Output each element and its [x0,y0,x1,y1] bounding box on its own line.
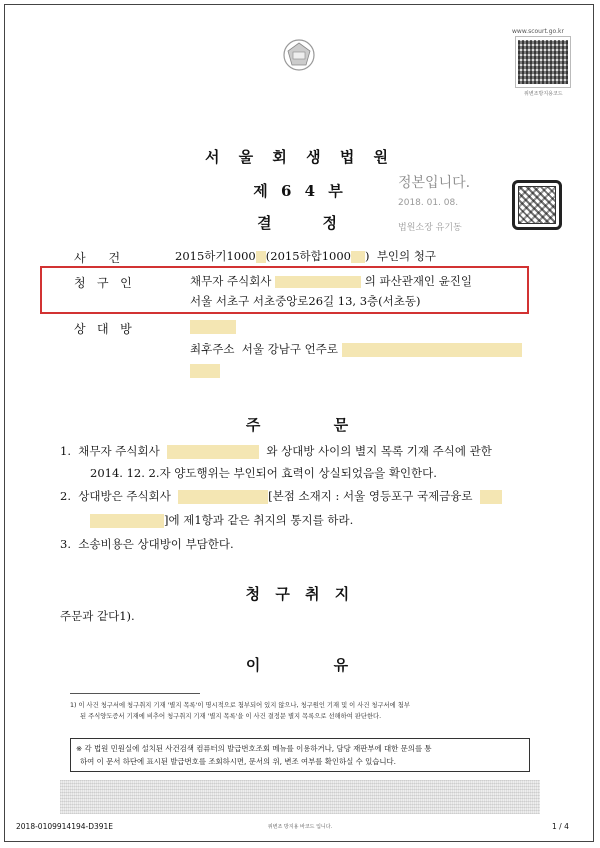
redaction-highlight [342,343,522,357]
case-label: 사 건 [74,251,121,265]
claimant-line-1: 채무자 주식회사 의 파산관재인 윤진일 [190,274,473,288]
division-name: 제 6 4 부 [253,182,347,200]
respondent-address: 최후주소 서울 강남구 언주로 [190,342,522,357]
footnote-line-2: 된 주식양도증서 기재에 비추어 청구취지 기재 '별지 목록'을 이 사건 결정문 별지 목록으로 선해하여 판단한다. [80,713,382,720]
respondent-address-redaction [190,364,220,378]
order-item-3: 3. 소송비용은 상대방이 부담한다. [60,537,234,551]
certified-date: 2018. 01. 08. [398,198,459,208]
page-number: 1 / 4 [552,822,569,831]
court-emblem-icon [282,38,316,72]
order-heading: 주 문 [245,416,355,434]
document-type: 결 정 [257,214,343,232]
respondent-name-redaction [190,320,236,334]
redaction-highlight [351,251,365,263]
court-seal-icon [512,180,562,230]
certifier-name: 법원소장 유기동 [398,223,462,233]
case-value: 2015하기1000 (2015하합1000 ) 부인의 청구 [175,249,437,263]
redaction-highlight [275,276,361,288]
security-barcode [60,780,540,814]
redaction-highlight [178,490,268,504]
qr-code-icon [518,40,568,84]
redaction-highlight [90,514,164,528]
reason-heading: 이 유 [245,656,355,674]
footnote-line-1: 1) 이 사건 청구서에 청구취지 기재 '별지 목록'이 명시적으로 첨부되어 있지 않으나, 청구원인 기재 및 이 사건 청구서에 첨부 [70,702,410,709]
order-item-1: 1. 채무자 주식회사 와 상대방 사이의 별지 목록 기재 주식에 관한 [60,444,492,458]
claim-text: 주문과 같다1). [60,609,135,623]
claimant-label: 청 구 인 [74,276,132,290]
order-item-2-cont: ]에 제1항과 같은 취지의 통지를 하라. [90,513,353,528]
barcode-note: 위변조 방지용 바코드 입니다. [267,824,333,830]
redaction-highlight [256,251,266,263]
qr-caption: 위변조방지용코드 [524,91,563,97]
redaction-highlight [167,445,259,459]
certified-copy-text: 정본입니다. [398,175,471,191]
issue-number: 2018-0109914194-D391E [16,822,114,831]
claim-heading: 청 구 취 지 [245,585,355,603]
footnote-divider [70,693,200,694]
claimant-line-2: 서울 서초구 서초중앙로26길 13, 3층(서초동) [190,294,421,308]
notice-line-2: 하여 이 문서 하단에 표시된 발급번호를 조회하시면, 문서의 위, 변조 여부를 확인하실 수 있습니다. [80,757,397,766]
respondent-label: 상 대 방 [74,322,132,336]
notice-line-1: ※ 각 법원 민원실에 설치된 사건검색 컴퓨터의 발급번호조회 메뉴를 이용하거나, 담당 재판부에 대한 문의를 통 [76,744,432,753]
redaction-highlight [480,490,502,504]
order-item-2: 2. 상대방은 주식회사 [본점 소재지 : 서울 영등포구 국제금융로 [60,489,502,504]
court-name: 서 울 회 생 법 원 [204,148,396,166]
site-url: www.scourt.go.kr [512,28,564,35]
order-item-1-cont: 2014. 12. 2.자 양도행위는 부인되어 효력이 상실되었음을 확인한다. [90,466,437,480]
